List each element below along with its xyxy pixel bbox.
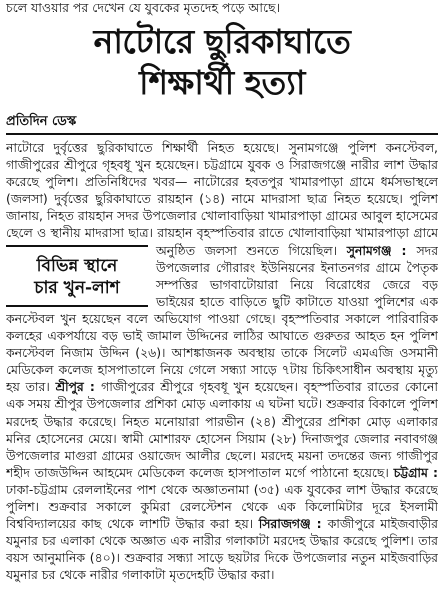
- paragraph-chattogram: ঢাকা-চট্টগ্রাম রেললাইনের পাশ থেকে অজ্ঞাতনামা (৩৫) এক যুবকের লাশ উদ্ধার করেছে পুলিশ। শুক্রবার সকালে কুমিরা রেলস্টেশন থেকে এক কিলোমিটার দূরে ইসলামী বিশ্ববিদ্যালয়ের কাছ থেকে লাশটি উদ্ধার করা হয়।: [6, 481, 438, 532]
- paragraph-sunamganj: সদর উপজেলার গৌরারং ইউনিয়নের ইনাতনগর গ্রামে পৈতৃক সম্পত্তির ভাগবাটোয়ারা নিয়ে বিরোধের জেরে বড় ভাইয়ের হাতে বাড়িতে ছুটি কাটাতে যাওয়া পুলিশের এক কনস্টেবল খুন হয়েছেন বলে অভিযোগ পাওয়া গেছে। বৃহস্পতিবার সকালে পারিবারিক কলহের একপর্যায়ে বড় ভাই জামাল উদ্দিনের লাঠির আঘাতে গুরুতর আহত হন পুলিশ কনস্টেবল নিজাম উদ্দিন (২৬)। আশঙ্কাজনক অবস্থায় তাকে সিলেট এমএজি ওসমানী মেডিকেল কলেজ হাসপাতালে নিয়ে গেলে সন্ধ্যা সাড়ে ৭টায় চিকিৎসাধীন অবস্থায় মৃত্যু হয় তার।: [6, 242, 438, 395]
- previous-article-tail: চলে যাওয়ার পর দেখেন যে যুবকের মৃতদেহ পড়ে আছে।: [6, 0, 281, 15]
- article-body: [6, 139, 438, 606]
- location-sunamganj: সুনামগঞ্জ :: [346, 242, 417, 258]
- byline-rule: [6, 133, 438, 135]
- sidebar-headline-box: [6, 245, 148, 307]
- paragraph-natore: নাটোরে দুর্বৃত্তের ছুরিকাঘাতে শিক্ষার্থী নিহত হয়েছে। সুনামগঞ্জে পুলিশ কনস্টেবল, গাজীপুরের শ্রীপুরে গৃহবধূ খুন হয়েছেন। চট্টগ্রামে যুবক ও সিরাজগঞ্জে নারীর লাশ উদ্ধার করেছে পুলিশ। প্রতিনিধিদের খবর— নাটোরের হবতপুর খামারপাড়া গ্রামে ধর্মসভাস্থলে (জলসা) দুর্বৃত্তের ছুরিকাঘাতে রায়হান (১৪) নামে মাদরাসা ছাত্র নিহত হয়েছে। পুলিশ জানায়, নিহত রায়হান সদর উপজেলার খোলাবাড়িয়া খামারপাড়া গ্রামের আবুল হাসেমের ছেলে ও স্থানীয় মাদরাসা ছাত্র। রায়হান বৃহস্পতিবার রাতে খোলাবাড়িয়া খামারপাড়া গ্রামে অনুষ্ঠিত জলসা শুনতে গিয়েছিল।: [6, 140, 438, 258]
- location-chattogram: চট্টগ্রাম :: [393, 464, 438, 480]
- sidebar-line-2: চার খুন-লাশ: [34, 277, 120, 298]
- byline: প্রতিদিন ডেস্ক: [6, 114, 77, 129]
- sidebar-line-1: বিভিন্ন স্থানে: [36, 255, 118, 276]
- paragraph-sirajganj: কাজীপুরে মাইজবাড়ীর যমুনার চর এলাকা থেকে অজ্ঞাত এক নারীর গলাকাটা মরদেহ উদ্ধার করেছে পুলিশ। তার বয়স আনুমানিক (৪০)। শুক্রবার সন্ধ্যা সাড়ে ছয়টার দিকে উপজেলার নতুন মাইজবাড়ির যমুনার চর থেকে নারীর গলাকাটা মৃতদেহটি উদ্ধার করা।: [6, 516, 438, 583]
- headline-line-2: শিক্ষার্থী হত্যা: [139, 63, 305, 102]
- location-sreepur: শ্রীপুর :: [55, 379, 102, 395]
- headline: [6, 22, 438, 104]
- headline-line-1: নাটোরে ছুরিকাঘাতে: [93, 22, 351, 61]
- paragraph-sreepur: গাজীপুরের শ্রীপুরে গৃহবধূ খুন হয়েছেন। বৃহস্পতিবার রাতের কোনো এক সময় শ্রীপুর উপজেলার প্রশিকা মোড় এলাকায় এ ঘটনা ঘটে। শুক্রবার বিকালে পুলিশ মরদেহ উদ্ধার করেছে। নিহত মনোয়ারা পারভীন (২৪) শ্রীপুরের প্রশিকা মোড় এলাকার মনির হোসেনের মেয়ে। স্বামী মোশারফ হোসেন সিয়াম (২৮) দিনাজপুর জেলার নবাবগঞ্জ উপজেলার মাগুরা গ্রামের ওয়াজেদ আলীর ছেলে। মরদেহ ময়না তদন্তের জন্য গাজীপুর শহীদ তাজউদ্দিন আহমেদ মেডিকেল কলেজ হাসপাতাল মর্গে পাঠানো হয়েছে।: [6, 379, 438, 480]
- location-sirajganj: সিরাজগঞ্জ :: [258, 516, 328, 532]
